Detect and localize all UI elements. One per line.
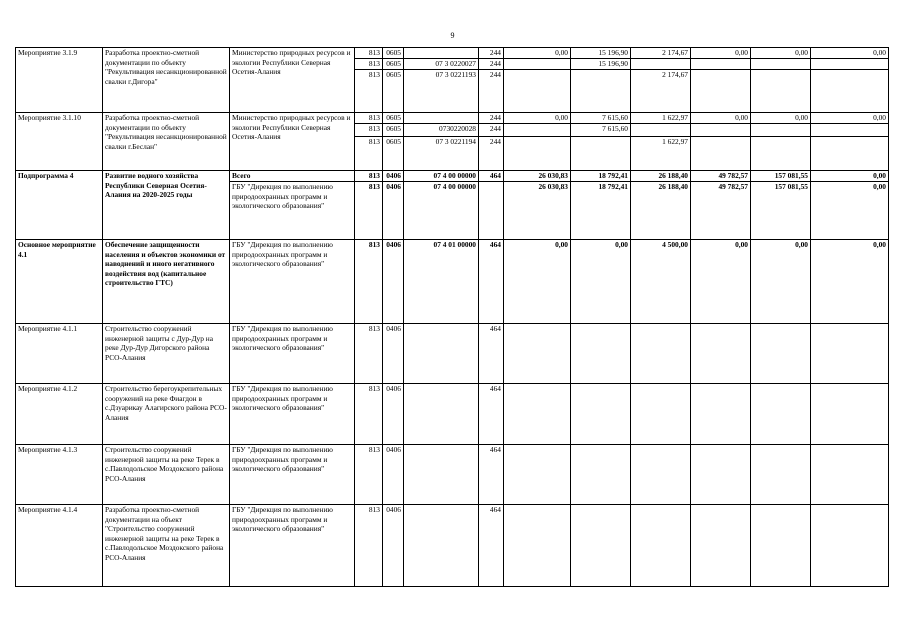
rzpr-code: 0406 [383,171,404,182]
value-2020 [504,124,571,137]
executor: ГБУ "Дирекция по выполнению природоохранных программ и экологического образования" [230,324,355,384]
value-2025 [811,70,889,113]
value-2020: 26 030,83 [504,171,571,182]
value-2023 [691,124,751,137]
value-2023 [691,445,751,505]
value-2025 [811,445,889,505]
executor: Министерство природных ресурсов и экологии Республики Северная Осетия-Алания [230,48,355,113]
value-2023 [691,505,751,587]
value-2025 [811,137,889,171]
executor: ГБУ "Дирекция по выполнению природоохранных программ и экологического образования" [230,505,355,587]
value-2022 [631,384,691,445]
value-2025: 0,00 [811,182,889,240]
grbs-code: 813 [355,48,383,59]
grbs-code: 813 [355,124,383,137]
value-2020 [504,384,571,445]
table-row [16,171,889,182]
value-2024 [751,445,811,505]
value-2020: 0,00 [504,240,571,324]
executor: ГБУ "Дирекция по выполнению природоохранных программ и экологического образования" [230,445,355,505]
grbs-code: 813 [355,445,383,505]
value-2020 [504,445,571,505]
value-2022 [631,124,691,137]
value-2021: 18 792,41 [571,182,631,240]
rzpr-code: 0605 [383,48,404,59]
value-2023: 49 782,57 [691,171,751,182]
value-2023 [691,324,751,384]
grbs-code: 813 [355,324,383,384]
value-2022 [631,59,691,70]
csr-code: 07 3 0221194 [404,137,479,171]
value-2023: 0,00 [691,113,751,124]
vr-code: 464 [479,171,504,182]
measure-id: Мероприятие 3.1.9 [16,48,103,113]
value-2025 [811,124,889,137]
measure-id: Мероприятие 3.1.10 [16,113,103,171]
value-2021 [571,137,631,171]
value-2024: 157 081,55 [751,171,811,182]
table-row [16,324,889,384]
vr-code: 464 [479,240,504,324]
value-2025: 0,00 [811,113,889,124]
measure-name: Строительство сооружений инженерной защиты на реке Терек в с.Павлодольское Моздокского района РСО-Алания [103,445,230,505]
grbs-code: 813 [355,137,383,171]
value-2022 [631,445,691,505]
value-2022: 26 188,40 [631,171,691,182]
measure-id: Мероприятие 4.1.3 [16,445,103,505]
value-2021 [571,324,631,384]
value-2025 [811,505,889,587]
table-row [16,48,889,59]
value-2021: 7 615,60 [571,113,631,124]
measure-id: Мероприятие 4.1.4 [16,505,103,587]
value-2024 [751,324,811,384]
value-2023 [691,59,751,70]
value-2023: 0,00 [691,48,751,59]
value-2023 [691,70,751,113]
value-2024: 0,00 [751,48,811,59]
value-2020: 0,00 [504,48,571,59]
grbs-code: 813 [355,240,383,324]
csr-code: 07 3 0221193 [404,70,479,113]
value-2024: 157 081,55 [751,182,811,240]
value-2022 [631,324,691,384]
value-2025: 0,00 [811,240,889,324]
value-2025: 0,00 [811,171,889,182]
value-2023: 0,00 [691,240,751,324]
value-2021 [571,505,631,587]
value-2024 [751,124,811,137]
vr-code: 244 [479,59,504,70]
value-2025: 0,00 [811,48,889,59]
value-2022: 1 622,97 [631,113,691,124]
table-row [16,113,889,124]
measure-name: Строительство сооружений инженерной защиты с Дур-Дур на реке Дур-Дур Дигорского района РСО-Алания [103,324,230,384]
vr-code: 244 [479,137,504,171]
rzpr-code: 0406 [383,240,404,324]
vr-code: 464 [479,505,504,587]
value-2025 [811,384,889,445]
csr-code [404,324,479,384]
csr-code [404,384,479,445]
csr-code [404,505,479,587]
rzpr-code: 0406 [383,324,404,384]
value-2021 [571,384,631,445]
grbs-code: 813 [355,59,383,70]
value-2024 [751,505,811,587]
value-2024 [751,59,811,70]
grbs-code: 813 [355,171,383,182]
vr-code: 464 [479,324,504,384]
csr-code [404,113,479,124]
value-2021: 7 615,60 [571,124,631,137]
executor: Министерство природных ресурсов и экологии Республики Северная Осетия-Алания [230,113,355,171]
grbs-code: 813 [355,182,383,240]
value-2022 [631,505,691,587]
value-2024 [751,70,811,113]
csr-code: 07 3 0220027 [404,59,479,70]
budget-table [15,47,889,587]
vr-code: 244 [479,70,504,113]
measure-name: Обеспечение защищенности населения и объектов экономики от наводнений и иного негативного воздействия вод (капитальное строительство ГТС) [103,240,230,324]
vr-code: 244 [479,48,504,59]
executor: ГБУ "Дирекция по выполнению природоохранных программ и экологического образования" [230,182,355,240]
value-2022: 1 622,97 [631,137,691,171]
measure-name: Разработка проектно-сметной документации на объект "Строительство сооружений инженерной защиты на реке Терек в с.Павлодольское Моздокского района РСО-Алания [103,505,230,587]
value-2020 [504,59,571,70]
vr-code: 464 [479,384,504,445]
value-2023 [691,137,751,171]
vr-code: 244 [479,124,504,137]
executor: ГБУ "Дирекция по выполнению природоохранных программ и экологического образования" [230,240,355,324]
measure-id: Мероприятие 4.1.2 [16,384,103,445]
csr-code: 07 4 00 00000 [404,182,479,240]
measure-name: Разработка проектно-сметной документации по объекту "Рекультивация несанкционированной свалки г.Дигора" [103,48,230,113]
rzpr-code: 0605 [383,137,404,171]
vr-code: 464 [479,445,504,505]
value-2020 [504,324,571,384]
page-number: 9 [450,31,455,40]
rzpr-code: 0406 [383,384,404,445]
value-2021 [571,70,631,113]
csr-code: 0730220028 [404,124,479,137]
rzpr-code: 0605 [383,59,404,70]
csr-code [404,445,479,505]
value-2021: 15 196,90 [571,59,631,70]
table-row [16,445,889,505]
value-2025 [811,324,889,384]
value-2020: 0,00 [504,113,571,124]
value-2024 [751,137,811,171]
value-2020 [504,70,571,113]
measure-id: Подпрограмма 4 [16,171,103,240]
csr-code: 07 4 01 00000 [404,240,479,324]
table-row [16,384,889,445]
table-row [16,505,889,587]
value-2022: 2 174,67 [631,48,691,59]
value-2021 [571,445,631,505]
csr-code [404,48,479,59]
rzpr-code: 0406 [383,505,404,587]
csr-code: 07 4 00 00000 [404,171,479,182]
measure-name: Развитие водного хозяйства Республики Северная Осетия-Алания на 2020-2025 годы [103,171,230,240]
value-2023: 49 782,57 [691,182,751,240]
vr-code: 244 [479,113,504,124]
value-2022: 26 188,40 [631,182,691,240]
rzpr-code: 0406 [383,445,404,505]
grbs-code: 813 [355,384,383,445]
value-2022: 2 174,67 [631,70,691,113]
value-2021: 18 792,41 [571,171,631,182]
value-2024 [751,384,811,445]
grbs-code: 813 [355,70,383,113]
value-2024: 0,00 [751,240,811,324]
vr-code [479,182,504,240]
value-2021: 15 196,90 [571,48,631,59]
value-2023 [691,384,751,445]
value-2021: 0,00 [571,240,631,324]
value-2025 [811,59,889,70]
measure-name: Строительство берегоукрепительных сооружений на реке Фиагдон в с.Дзуарикау Алагирского района РСО-Алания [103,384,230,445]
rzpr-code: 0605 [383,124,404,137]
table-row [16,240,889,324]
rzpr-code: 0605 [383,70,404,113]
value-2020 [504,137,571,171]
measure-name: Разработка проектно-сметной документации по объекту "Рекультивация несанкционированной свалки г.Беслан" [103,113,230,171]
measure-id: Основное мероприятие 4.1 [16,240,103,324]
grbs-code: 813 [355,505,383,587]
value-2024: 0,00 [751,113,811,124]
rzpr-code: 0605 [383,113,404,124]
grbs-code: 813 [355,113,383,124]
value-2020 [504,505,571,587]
value-2020: 26 030,83 [504,182,571,240]
executor-total: Всего [230,171,355,182]
measure-id: Мероприятие 4.1.1 [16,324,103,384]
value-2022: 4 500,00 [631,240,691,324]
rzpr-code: 0406 [383,182,404,240]
executor: ГБУ "Дирекция по выполнению природоохранных программ и экологического образования" [230,384,355,445]
